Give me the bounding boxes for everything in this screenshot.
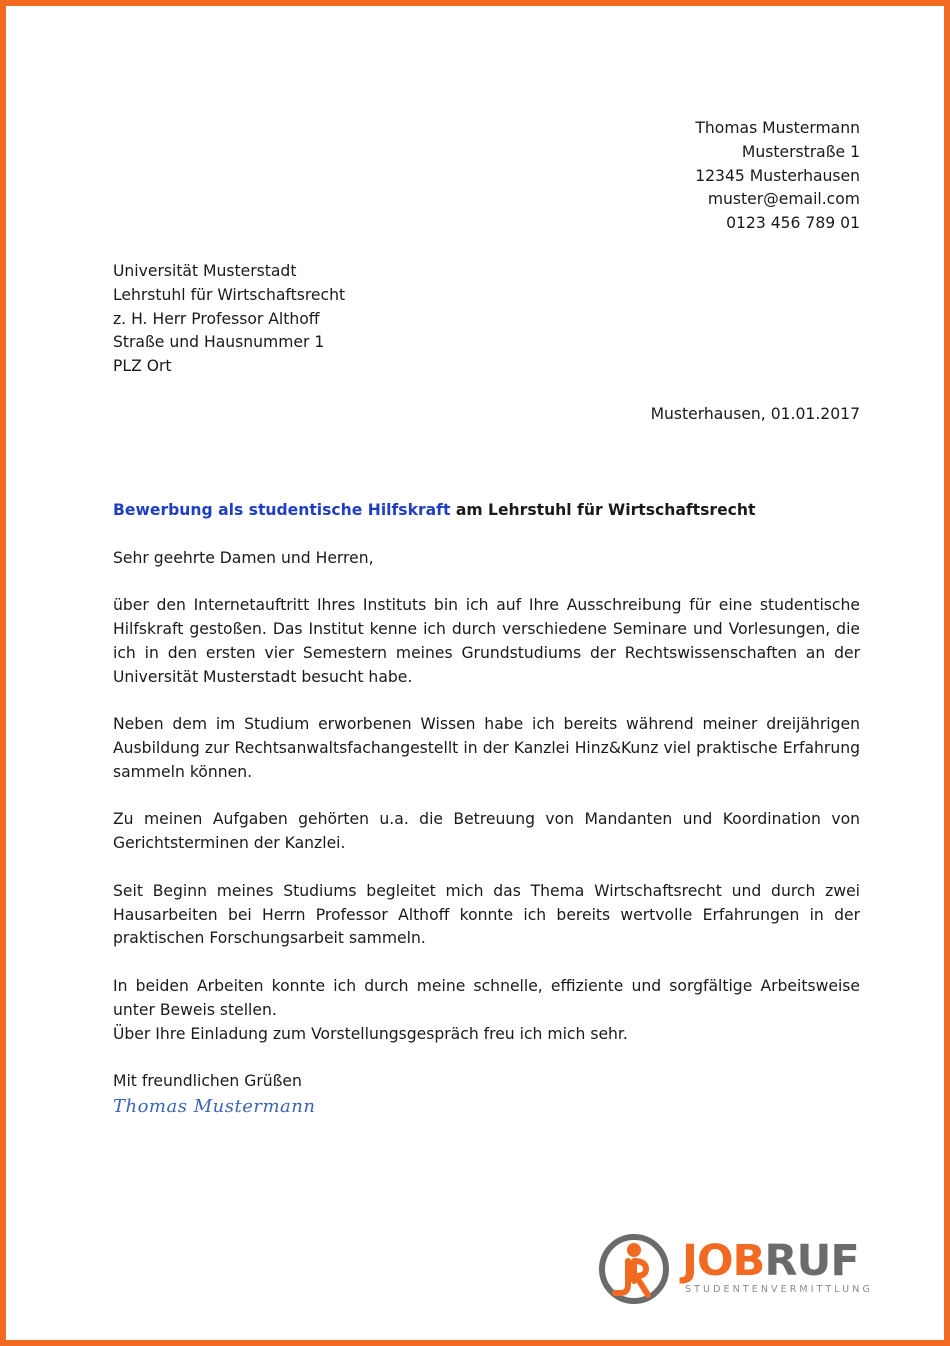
recipient-line: Universität Musterstadt	[113, 261, 297, 280]
jobruf-logo	[598, 1230, 873, 1310]
letter-date: Musterhausen, 01.01.2017	[650, 404, 860, 423]
recipient-line: z. H. Herr Professor Althoff	[113, 309, 320, 328]
recipient-line: PLZ Ort	[113, 357, 172, 376]
subject-line	[113, 499, 860, 523]
subject-highlight: Bewerbung als studentische Hilfskraft	[113, 500, 451, 519]
subject-rest: am Lehrstuhl für Wirtschaftsrecht	[450, 500, 756, 519]
signature: Thomas Mustermann	[113, 1096, 316, 1118]
sender-email: muster@email.com	[707, 190, 860, 209]
salutation: Sehr geehrte Damen und Herren,	[113, 548, 374, 567]
body-paragraph: In beiden Arbeiten konnte ich durch meine schnelle, effiziente und sorgfältige Arbeitsweise unter Beweis stellen.	[113, 976, 860, 1019]
body-paragraph: Über Ihre Einladung zum Vorstellungsgespräch freu ich mich sehr.	[113, 1024, 628, 1043]
sender-name: Thomas Mustermann	[695, 119, 860, 137]
recipient-line: Lehrstuhl für Wirtschaftsrecht	[113, 285, 346, 304]
closing: Mit freundlichen Grüßen	[113, 1072, 302, 1091]
logo-word-job: JOB	[682, 1236, 765, 1286]
recipient-line: Straße und Hausnummer 1	[113, 333, 325, 352]
body-paragraph: Zu meinen Aufgaben gehörten u.a. die Betreuung von Mandanten und Koordination von Gerichtsterminen der Kanzlei.	[113, 810, 860, 853]
logo-wordmark	[682, 1236, 859, 1286]
body-paragraph: Neben dem im Studium erworbenen Wissen habe ich bereits während meiner dreijährigen Ausbildung zur Rechtsanwaltsfachangestellt in der Kanzlei Hinz&Kunz viel praktische Erfahrung sammeln können.	[113, 715, 860, 781]
recipient-block	[113, 260, 860, 379]
jr-person-circle-icon	[598, 1233, 670, 1305]
logo-tagline: STUDENTENVERMITTLUNG	[685, 1284, 873, 1295]
letter	[113, 117, 860, 1119]
body-paragraph: über den Internetauftritt Ihres Instituts bin ich auf Ihre Ausschreibung für eine studentische Hilfskraft gestoßen. Das Institut kenne ich durch verschiedene Seminare und Vorlesungen, die ich in den ersten vier Semestern meines Grundstudiums der Rechtswissenschaften an der Universität Musterstadt besucht habe.	[113, 596, 860, 686]
logo-word-ruf: RUF	[764, 1236, 859, 1286]
body-paragraph: Seit Beginn meines Studiums begleitet mich das Thema Wirtschaftsrecht und durch zwei Hausarbeiten bei Herrn Professor Althoff konnte ich bereits wertvolle Erfahrungen in der praktischen Forschungsarbeit sammeln.	[113, 881, 860, 948]
sender-street: Musterstraße 1	[741, 142, 860, 161]
sender-city: 12345 Musterhausen	[695, 166, 860, 185]
sender-phone: 0123 456 789 01	[726, 214, 860, 233]
sender-block	[113, 117, 860, 236]
